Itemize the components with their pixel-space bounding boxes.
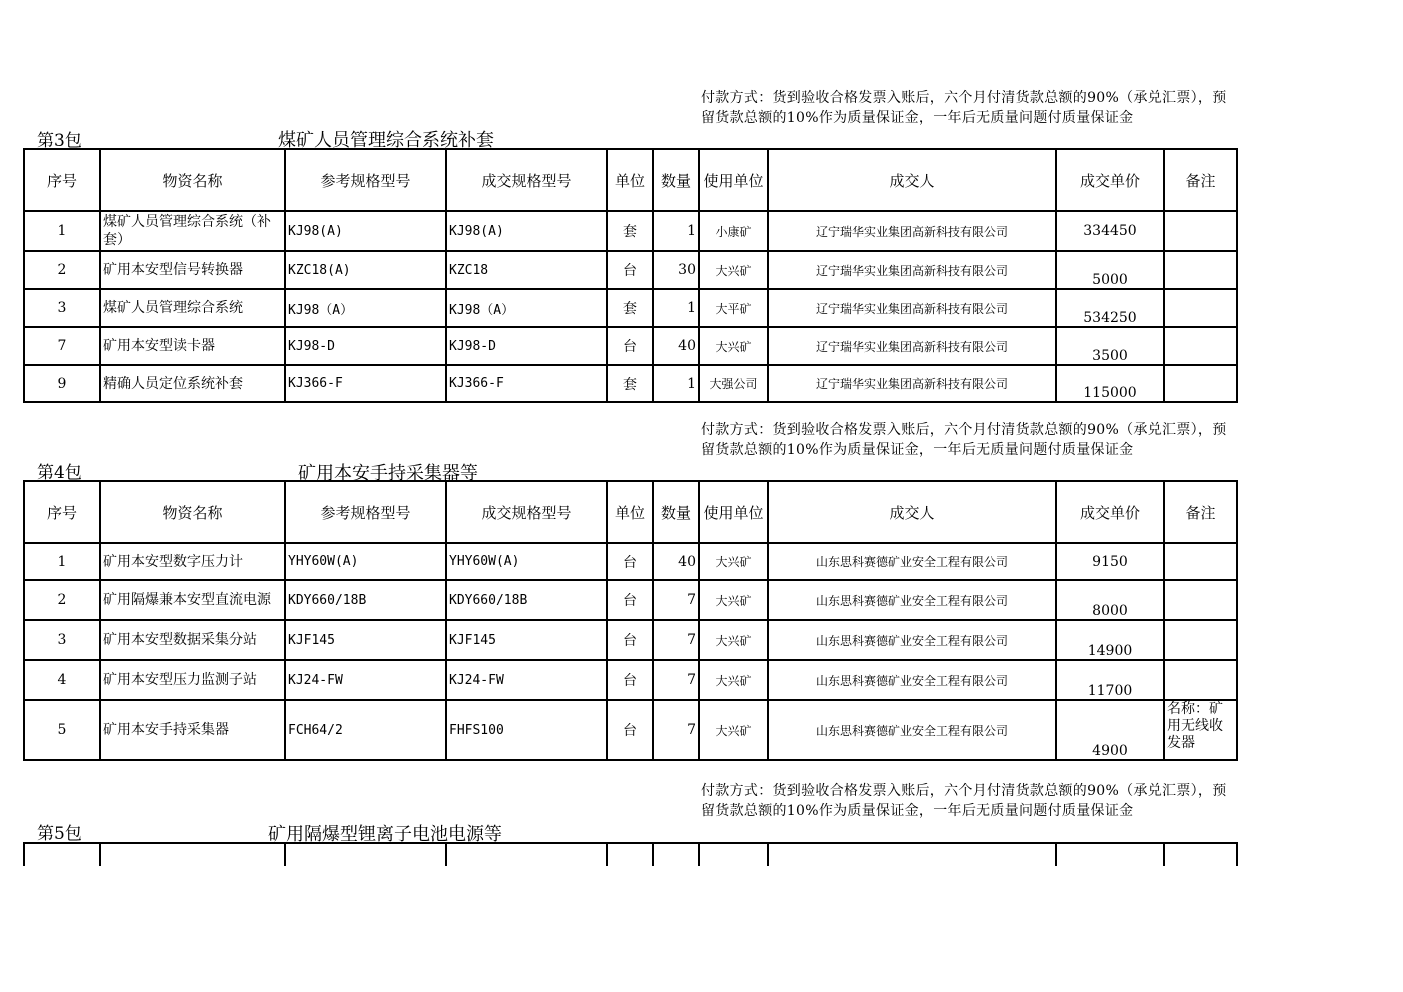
- cell-user: 大兴矿: [699, 620, 768, 660]
- cell-seq: 3: [24, 620, 100, 660]
- header-user: 使用单位: [699, 481, 768, 543]
- cell-user: 大兴矿: [699, 251, 768, 289]
- header-price: 成交单价: [1056, 149, 1164, 211]
- header-seq: 序号: [24, 149, 100, 211]
- header-name: 物资名称: [100, 481, 285, 543]
- cell-name: 矿用本安型信号转换器: [100, 251, 285, 289]
- header-supplier: 成交人: [768, 149, 1056, 211]
- header-unit: 单位: [607, 481, 653, 543]
- payment-terms: 付款方式：货到验收合格发票入账后，六个月付清货款总额的90%（承兑汇票），预留货款总额的10%作为质量保证金，一年后无质量问题付质量保证金: [701, 422, 1227, 458]
- cell-deal-model: FHFS100: [446, 700, 607, 760]
- package-table: [23, 480, 1238, 761]
- table-row: [24, 700, 1237, 760]
- header-price: 成交单价: [1056, 481, 1164, 543]
- cell-user: 大强公司: [699, 365, 768, 402]
- package-title: 矿用本安手持采集器等: [298, 463, 478, 484]
- cell-note: [1164, 543, 1237, 580]
- cell-deal-model: KJF145: [446, 620, 607, 660]
- cell-name: 矿用本安型压力监测子站: [100, 660, 285, 700]
- package-table: [23, 148, 1238, 403]
- table-row: [24, 327, 1237, 365]
- table-row: [24, 660, 1237, 700]
- cell-price: 14900: [1056, 620, 1164, 660]
- cell-deal-model: KDY660/18B: [446, 580, 607, 620]
- cell-seq: 2: [24, 580, 100, 620]
- cell-supplier: 山东思科赛德矿业安全工程有限公司: [768, 660, 1056, 700]
- header-note: 备注: [1164, 149, 1237, 211]
- table-row: [24, 365, 1237, 402]
- cell-name: 矿用本安型数字压力计: [100, 543, 285, 580]
- cell-unit: 台: [607, 620, 653, 660]
- cell-note: [1164, 580, 1237, 620]
- cell-price: 8000: [1056, 580, 1164, 620]
- cell-supplier: 辽宁瑞华实业集团高新科技有限公司: [768, 365, 1056, 402]
- header-qty: 数量: [653, 481, 699, 543]
- cell-price: 9150: [1056, 543, 1164, 580]
- cell-user: 大兴矿: [699, 543, 768, 580]
- header-deal-model: 成交规格型号: [446, 481, 607, 543]
- cell-qty: 40: [653, 543, 699, 580]
- cell-unit: 台: [607, 543, 653, 580]
- cell-deal-model: YHY60W(A): [446, 543, 607, 580]
- cell-unit: 台: [607, 660, 653, 700]
- cell-price: 3500: [1056, 327, 1164, 365]
- cell-unit: 台: [607, 327, 653, 365]
- cell-unit: 台: [607, 700, 653, 760]
- table-header-row: [24, 149, 1237, 211]
- cell-name: 煤矿人员管理综合系统（补套）: [100, 211, 285, 251]
- cell-name: 矿用本安手持采集器: [100, 700, 285, 760]
- cell-deal-model: KJ98（A）: [446, 289, 607, 327]
- cell-name: 精确人员定位系统补套: [100, 365, 285, 402]
- cell-supplier: 山东思科赛德矿业安全工程有限公司: [768, 580, 1056, 620]
- cell-note: [1164, 365, 1237, 402]
- cell-ref-model: KDY660/18B: [285, 580, 446, 620]
- page-bottom-margin: [0, 866, 1403, 992]
- cell-ref-model: KJ98-D: [285, 327, 446, 365]
- cell-supplier: 辽宁瑞华实业集团高新科技有限公司: [768, 327, 1056, 365]
- header-ref-model: 参考规格型号: [285, 481, 446, 543]
- cell-ref-model: KJF145: [285, 620, 446, 660]
- table-header-row: [24, 481, 1237, 543]
- cell-seq: 3: [24, 289, 100, 327]
- cell-seq: 4: [24, 660, 100, 700]
- cell-qty: 7: [653, 580, 699, 620]
- cell-supplier: 辽宁瑞华实业集团高新科技有限公司: [768, 289, 1056, 327]
- header-deal-model: 成交规格型号: [446, 149, 607, 211]
- cell-supplier: 山东思科赛德矿业安全工程有限公司: [768, 700, 1056, 760]
- cell-deal-model: KJ98-D: [446, 327, 607, 365]
- table-row: [24, 289, 1237, 327]
- cell-ref-model: KZC18(A): [285, 251, 446, 289]
- cell-unit: 台: [607, 251, 653, 289]
- header-unit: 单位: [607, 149, 653, 211]
- header-seq: 序号: [24, 481, 100, 543]
- package-number: 第5包: [37, 824, 82, 844]
- cell-qty: 1: [653, 211, 699, 251]
- cell-price: 5000: [1056, 251, 1164, 289]
- cell-price: 115000: [1056, 365, 1164, 402]
- table-row: [24, 620, 1237, 660]
- cell-seq: 5: [24, 700, 100, 760]
- cell-ref-model: KJ366-F: [285, 365, 446, 402]
- header-ref-model: 参考规格型号: [285, 149, 446, 211]
- cell-price: 4900: [1056, 700, 1164, 760]
- cell-user: 小康矿: [699, 211, 768, 251]
- cell-name: 煤矿人员管理综合系统: [100, 289, 285, 327]
- table-row: [24, 580, 1237, 620]
- header-supplier: 成交人: [768, 481, 1056, 543]
- cell-ref-model: FCH64/2: [285, 700, 446, 760]
- payment-terms: 付款方式：货到验收合格发票入账后，六个月付清货款总额的90%（承兑汇票），预留货款总额的10%作为质量保证金，一年后无质量问题付质量保证金: [701, 90, 1227, 126]
- cell-note: [1164, 620, 1237, 660]
- table-row: [24, 251, 1237, 289]
- cell-note: [1164, 251, 1237, 289]
- cell-ref-model: KJ24-FW: [285, 660, 446, 700]
- header-user: 使用单位: [699, 149, 768, 211]
- cell-seq: 1: [24, 543, 100, 580]
- cell-unit: 套: [607, 211, 653, 251]
- cell-name: 矿用隔爆兼本安型直流电源: [100, 580, 285, 620]
- cell-seq: 7: [24, 327, 100, 365]
- cell-qty: 7: [653, 660, 699, 700]
- cell-note: [1164, 289, 1237, 327]
- payment-terms: 付款方式：货到验收合格发票入账后，六个月付清货款总额的90%（承兑汇票），预留货款总额的10%作为质量保证金，一年后无质量问题付质量保证金: [701, 783, 1227, 819]
- cell-user: 大平矿: [699, 289, 768, 327]
- package-title: 矿用隔爆型锂离子电池电源等: [268, 824, 502, 845]
- cell-qty: 7: [653, 700, 699, 760]
- cell-ref-model: YHY60W(A): [285, 543, 446, 580]
- cell-qty: 40: [653, 327, 699, 365]
- cell-deal-model: KJ24-FW: [446, 660, 607, 700]
- cell-user: 大兴矿: [699, 700, 768, 760]
- cell-name: 矿用本安型读卡器: [100, 327, 285, 365]
- cell-note: 名称：矿用无线收发器: [1164, 700, 1237, 760]
- cell-qty: 1: [653, 289, 699, 327]
- cell-deal-model: KJ98(A): [446, 211, 607, 251]
- header-note: 备注: [1164, 481, 1237, 543]
- cell-unit: 套: [607, 289, 653, 327]
- cell-qty: 30: [653, 251, 699, 289]
- package-title: 煤矿人员管理综合系统补套: [278, 130, 494, 151]
- cell-ref-model: KJ98（A）: [285, 289, 446, 327]
- cell-unit: 台: [607, 580, 653, 620]
- cell-qty: 1: [653, 365, 699, 402]
- package-number: 第3包: [37, 131, 82, 151]
- cell-user: 大兴矿: [699, 580, 768, 620]
- table-row: [24, 211, 1237, 251]
- cell-user: 大兴矿: [699, 327, 768, 365]
- header-name: 物资名称: [100, 149, 285, 211]
- cell-deal-model: KZC18: [446, 251, 607, 289]
- cell-seq: 1: [24, 211, 100, 251]
- cell-deal-model: KJ366-F: [446, 365, 607, 402]
- cell-unit: 套: [607, 365, 653, 402]
- cell-seq: 2: [24, 251, 100, 289]
- cell-name: 矿用本安型数据采集分站: [100, 620, 285, 660]
- cell-user: 大兴矿: [699, 660, 768, 700]
- cell-price: 334450: [1056, 211, 1164, 251]
- package-number: 第4包: [37, 463, 82, 483]
- cell-supplier: 辽宁瑞华实业集团高新科技有限公司: [768, 211, 1056, 251]
- cell-supplier: 辽宁瑞华实业集团高新科技有限公司: [768, 251, 1056, 289]
- cell-qty: 7: [653, 620, 699, 660]
- cell-price: 11700: [1056, 660, 1164, 700]
- header-qty: 数量: [653, 149, 699, 211]
- cell-ref-model: KJ98(A): [285, 211, 446, 251]
- cell-note: [1164, 660, 1237, 700]
- cell-supplier: 山东思科赛德矿业安全工程有限公司: [768, 620, 1056, 660]
- cell-note: [1164, 327, 1237, 365]
- cell-note: [1164, 211, 1237, 251]
- table-row: [24, 543, 1237, 580]
- cell-supplier: 山东思科赛德矿业安全工程有限公司: [768, 543, 1056, 580]
- cell-price: 534250: [1056, 289, 1164, 327]
- cell-seq: 9: [24, 365, 100, 402]
